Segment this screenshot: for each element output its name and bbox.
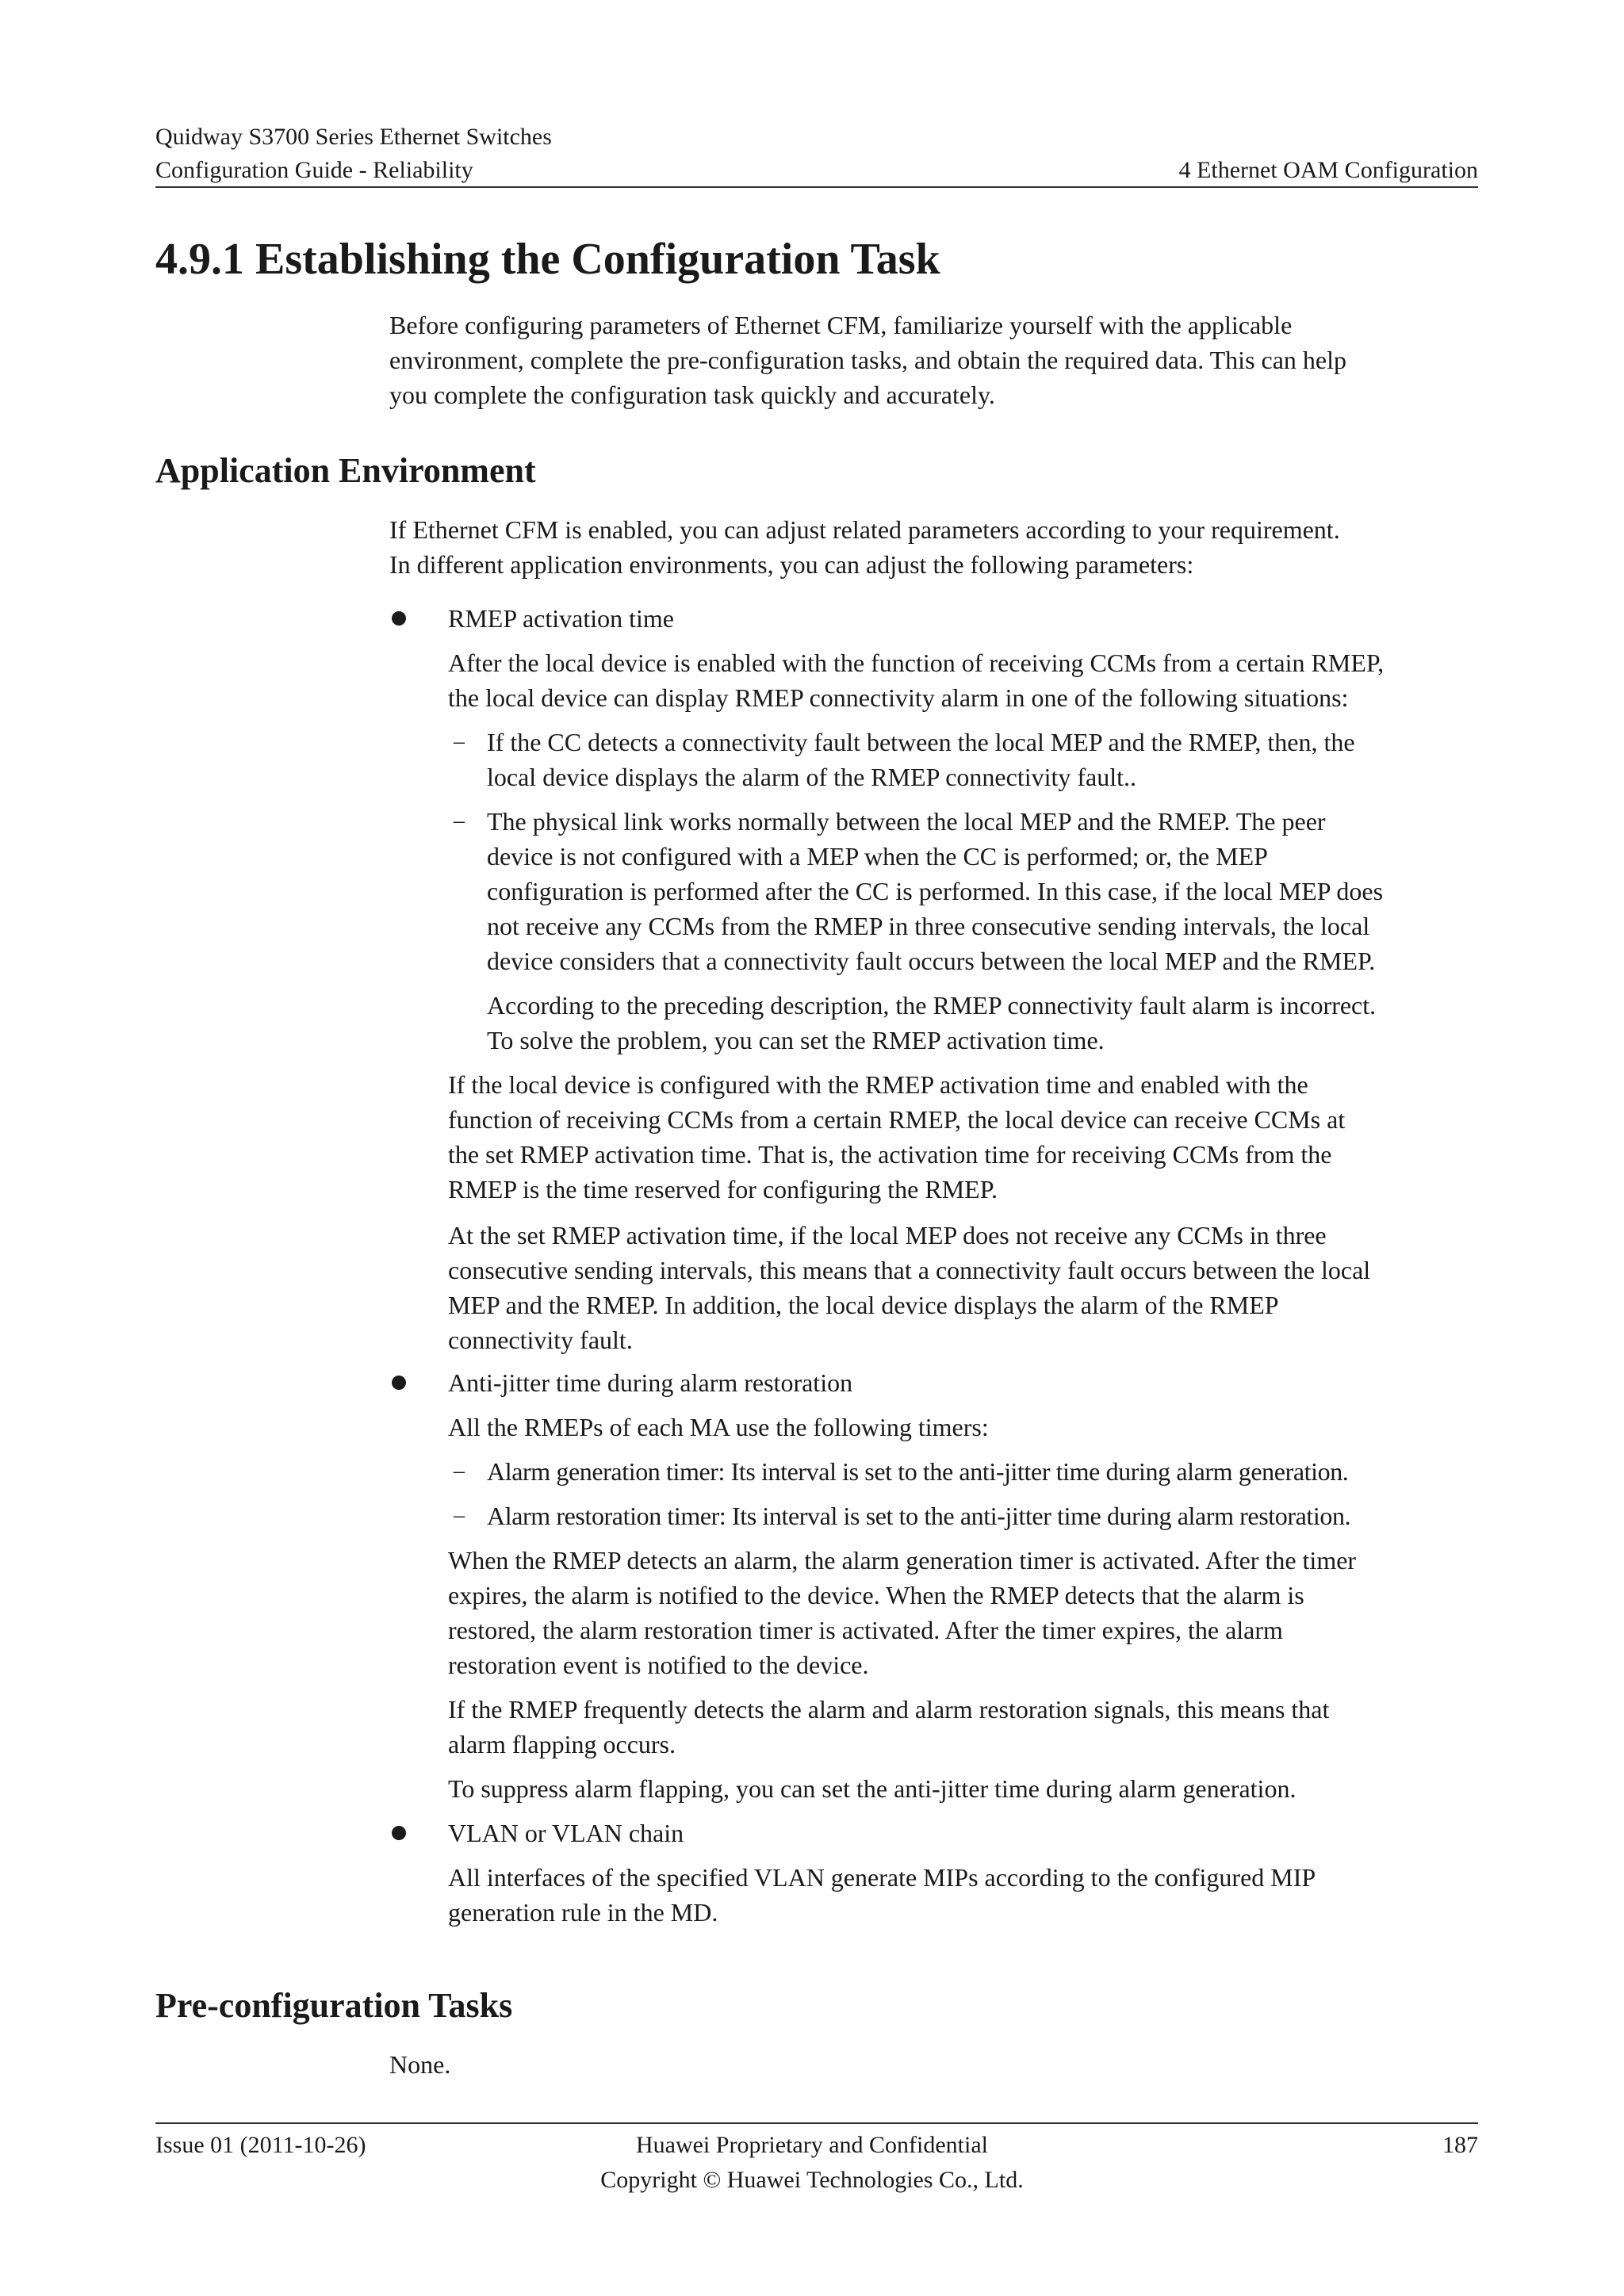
text-line: device is not configured with a MEP when the CC is performed; or, the MEP: [487, 842, 1268, 871]
header-row: [155, 154, 1478, 187]
rmep-case-2-note: [487, 988, 1480, 1058]
pre-tasks-text: None.: [389, 2050, 451, 2079]
text-line: restored, the alarm restoration timer is activated. After the timer expires, the alarm: [448, 1616, 1283, 1644]
rmep-case-2: [487, 804, 1480, 978]
bullet-icon: [392, 611, 406, 626]
text-line: environment, complete the pre-configuration tasks, and obtain the required data. This can help: [389, 346, 1347, 374]
intro-paragraph: [389, 308, 1480, 412]
text-line: connectivity fault.: [448, 1326, 633, 1354]
jitter-timer-1: Alarm generation timer: Its interval is set to the anti-jitter time during alarm generation.: [487, 1457, 1349, 1486]
rmep-paragraph-1: [448, 1067, 1480, 1207]
text-line: consecutive sending intervals, this means that a connectivity fault occurs between the local: [448, 1256, 1371, 1284]
text-line: According to the preceding description, the RMEP connectivity fault alarm is incorrect.: [487, 991, 1377, 1020]
footer-proprietary: Huawei Proprietary and Confidential: [635, 2132, 989, 2158]
jitter-paragraph-2: [448, 1692, 1480, 1762]
section-title: 4.9.1 Establishing the Configuration Task: [155, 235, 940, 284]
text-line: To solve the problem, you can set the RMEP activation time.: [487, 1026, 1105, 1054]
text-line: If the CC detects a connectivity fault between the local MEP and the RMEP, then, the: [487, 728, 1355, 756]
text-line: In different application environments, you can adjust the following parameters:: [389, 550, 1194, 579]
app-env-heading: Application Environment: [155, 451, 536, 490]
text-line: Before configuring parameters of Ethernet CFM, familiarize yourself with the applicable: [389, 311, 1293, 339]
text-line: expires, the alarm is notified to the device. When the RMEP detects that the alarm is: [448, 1581, 1304, 1609]
bullet-icon: [392, 1376, 406, 1390]
bullet-vlan-label: VLAN or VLAN chain: [448, 1819, 684, 1847]
text-line: RMEP is the time reserved for configuring the RMEP.: [448, 1175, 998, 1203]
dash-icon: –: [454, 809, 465, 833]
jitter-timer-2: Alarm restoration timer: Its interval is set to the anti-jitter time during alarm restoration.: [487, 1502, 1351, 1530]
bullet-jitter-label: Anti-jitter time during alarm restoration: [448, 1368, 853, 1397]
footer-copyright: Copyright © Huawei Technologies Co., Ltd.: [600, 2167, 1024, 2193]
text-line: If the local device is configured with the RMEP activation time and enabled with the: [448, 1070, 1308, 1099]
bullet-icon: [392, 1826, 406, 1840]
jitter-paragraph-1: [448, 1543, 1480, 1682]
dash-icon: –: [454, 729, 465, 754]
text-line: alarm flapping occurs.: [448, 1730, 676, 1758]
text-line: At the set RMEP activation time, if the local MEP does not receive any CCMs in three: [448, 1221, 1327, 1249]
text-line: After the local device is enabled with the function of receiving CCMs from a certain RMEP,: [448, 649, 1385, 677]
text-line: the set RMEP activation time. That is, the activation time for receiving CCMs from the: [448, 1140, 1332, 1169]
text-line: If the RMEP frequently detects the alarm and alarm restoration signals, this means that: [448, 1695, 1330, 1724]
text-line: generation rule in the MD.: [448, 1898, 718, 1927]
text-line: local device displays the alarm of the RMEP connectivity fault..: [487, 763, 1137, 791]
text-line: MEP and the RMEP. In addition, the local device displays the alarm of the RMEP: [448, 1291, 1279, 1319]
dash-icon: –: [454, 1459, 465, 1483]
jitter-description: All the RMEPs of each MA use the following timers:: [448, 1413, 989, 1441]
dash-icon: –: [454, 1503, 465, 1528]
text-line: the local device can display RMEP connectivity alarm in one of the following situations:: [448, 683, 1349, 712]
header-product: Quidway S3700 Series Ethernet Switches: [155, 124, 552, 150]
header-chapter: 4 Ethernet OAM Configuration: [1178, 157, 1478, 183]
jitter-paragraph-3: To suppress alarm flapping, you can set the anti-jitter time during alarm generation.: [448, 1774, 1297, 1803]
rmep-description: [448, 645, 1480, 715]
rmep-paragraph-2: [448, 1218, 1480, 1357]
footer-divider: [155, 2122, 1478, 2124]
text-line: If Ethernet CFM is enabled, you can adjust related parameters according to your requirement.: [389, 515, 1340, 544]
vlan-description: [448, 1860, 1480, 1930]
rmep-case-1: [487, 725, 1480, 794]
header-guide: Configuration Guide - Reliability: [155, 157, 473, 183]
text-line: you complete the configuration task quickly and accurately.: [389, 381, 995, 409]
text-line: restoration event is notified to the device.: [448, 1651, 869, 1679]
text-line: configuration is performed after the CC is performed. In this case, if the local MEP does: [487, 877, 1384, 905]
text-line: function of receiving CCMs from a certain RMEP, the local device can receive CCMs at: [448, 1105, 1346, 1134]
text-line: The physical link works normally between the local MEP and the RMEP. The peer: [487, 807, 1326, 836]
bullet-rmep-label: RMEP activation time: [448, 604, 674, 633]
app-env-intro: [389, 512, 1480, 582]
text-line: When the RMEP detects an alarm, the alarm generation timer is activated. After the timer: [448, 1546, 1357, 1575]
header-divider: [155, 186, 1478, 188]
text-line: All interfaces of the specified VLAN generate MIPs according to the configured MIP: [448, 1863, 1316, 1892]
footer-issue: Issue 01 (2011-10-26): [155, 2132, 366, 2158]
page-number: 187: [1442, 2132, 1478, 2158]
pre-tasks-heading: Pre-configuration Tasks: [155, 1986, 513, 2025]
text-line: not receive any CCMs from the RMEP in three consecutive sending intervals, the local: [487, 912, 1370, 940]
text-line: device considers that a connectivity fault occurs between the local MEP and the RMEP.: [487, 947, 1376, 975]
